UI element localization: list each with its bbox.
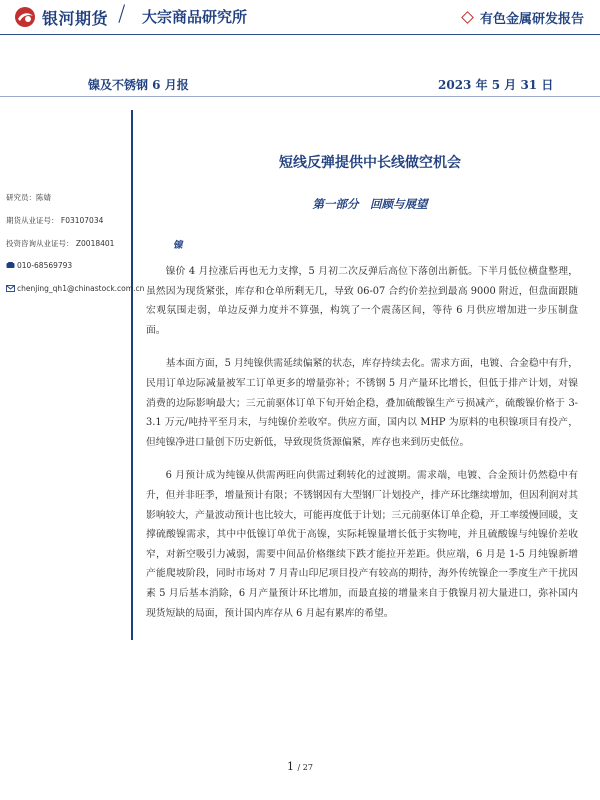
author-sidebar: [6, 192, 145, 307]
header-bar: [0, 0, 600, 35]
paragraph: 基本面方面，5 月纯镍供需延续偏紧的状态，库存持续去化。需求方面，电镀、合金稳中有升，民用订单边际减量被军工订单更多的增量弥补；不锈钢 5 月产量环比增长，但低于排产计划，对镍消费的边际影响最大；三元前驱体订单下旬开始企稳，叠加硫酸镍生产亏损减产，硫酸镍价格于 3-3.1 万元/吨持平至月末，与纯镍价差收窄。供应方面，国内以 MHP 为原料的电积镍项目有投产，但纯镍净进口量创下历史新低，导致现货货源偏紧，库存也来到历史低位。: [146, 358, 578, 448]
institute-name: 大宗商品研究所: [142, 8, 248, 26]
phone-row: [6, 261, 128, 284]
subheader: [0, 76, 600, 97]
metal-subheading: 镍: [173, 240, 183, 251]
report-type: [463, 8, 584, 27]
header-divider: /: [118, 2, 126, 27]
page-number: [0, 760, 600, 773]
researcher-name: 研究员：陈婧: [6, 193, 51, 202]
paragraph: 6 月预计成为纯镍从供需两旺向供需过剩转化的过渡期。需求端，电镀、合金预计仍然稳中有升，但并非旺季，增量预计有限；不锈钢因有大型钢厂计划投产，排产环比继续增加，但因利润对其影响较大，产量波动预计也比较大，可能再度低于计划；三元前驱体订单企稳，开工率缓慢回暖，支撑硫酸镍需求，其中中低镍订单优于高镍，实际耗镍量增长低于实物吨，并且硫酸镍与纯镍价差收窄，对新空吸引力减弱，需要中间品价格继续下跌才能拉开差距。供应端，6 月是 1-5 月纯镍新增产能爬坡阶段，同时市场对 7 月青山印尼项目投产有较高的期待，海外传统镍企一季度生产干扰因素 5 月后基本消除，6 月产量预计环比增加，而最直接的增量来自于俄镍月初大量进口，弥补国内现货短缺的局面，预计国内库存从 6 月起有累库的希望。: [146, 470, 578, 619]
phone-number: 010-68569793: [17, 261, 73, 270]
current-page: 1: [287, 760, 295, 773]
futures-license: 期货从业证号： F03107034: [6, 216, 104, 225]
brand-name: 银河期货: [42, 9, 109, 28]
vertical-divider: [131, 110, 133, 640]
consult-license: 投资咨询从业证号： Z0018401: [6, 239, 115, 248]
envelope-icon: [6, 285, 15, 292]
galaxy-logo-icon: [14, 6, 36, 28]
report-name: 镍及不锈钢 6 月报: [88, 78, 189, 92]
diamond-icon: [461, 11, 474, 24]
total-pages: / 27: [297, 763, 313, 772]
report-date: 2023 年 5 月 31 日: [438, 78, 554, 92]
paragraph: 镍价 4 月拉涨后再也无力支撑，5 月初二次反弹后高位下落创出新低。下半月低位横盘整理，虽然因为现货紧张，库存和仓单所剩无几，导致 06-07 合约价差拉到最高 9000 附近，但盘面跟随宏观氛围走弱，单边反弹力度并不算强，构筑了一个震荡区间，等待 6 月供应增加进一步压制盘面。: [146, 266, 578, 336]
report-title: 短线反弹提供中长线做空机会: [279, 155, 461, 171]
section-heading: 第一部分 回顾与展望: [312, 197, 428, 211]
email-row: [6, 284, 145, 307]
body-text: [146, 262, 578, 637]
email-link[interactable]: chenjing_qh1@chinastock.com.cn: [17, 284, 145, 293]
report-type-label: 有色金属研发报告: [479, 12, 584, 27]
phone-icon: [6, 262, 15, 269]
